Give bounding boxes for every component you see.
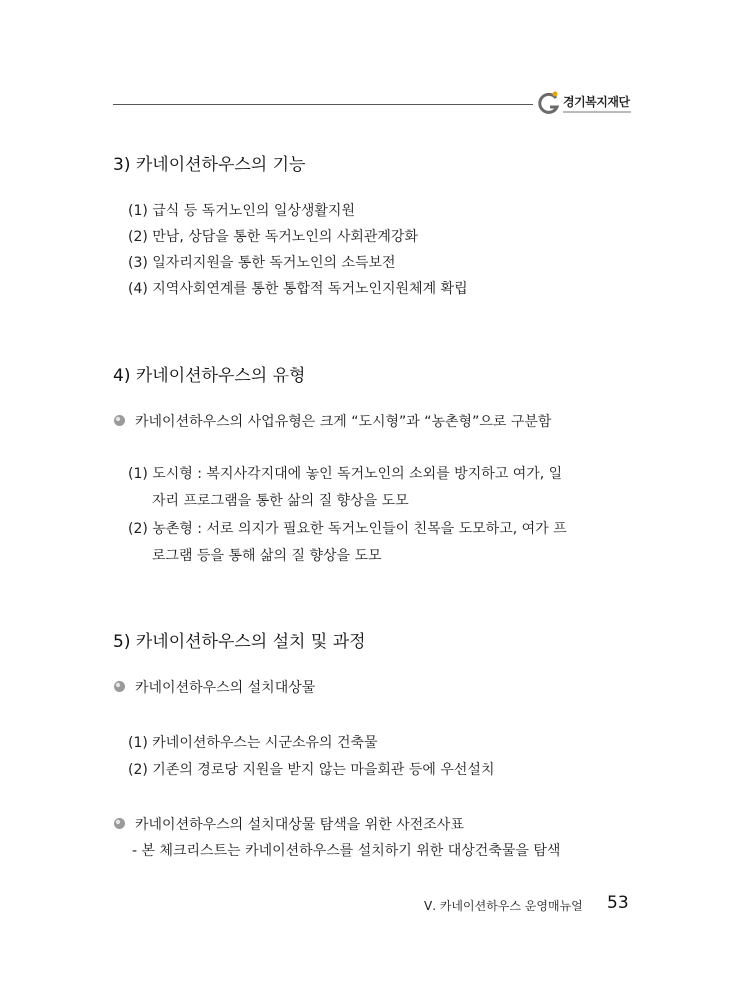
bullet-icon [113, 817, 126, 830]
section-4-item-1-cont: 자리 프로그램을 통한 삶의 질 향상을 도모 [152, 493, 409, 509]
section-5-bullet-2 [113, 814, 464, 834]
page-number: 53 [607, 893, 629, 913]
section-4-item-1: (1) 도시형 : 복지사각지대에 놓인 독거노인의 소외를 방지하고 여가, 일 [128, 466, 563, 482]
org-subtitle-mark [563, 110, 631, 114]
footer-chapter-title: Ⅴ. 카네이션하우스 운영매뉴얼 [424, 899, 583, 913]
bullet-icon [113, 414, 126, 427]
org-name: 경기복지재단 [563, 95, 630, 109]
section-3-item-3: (3) 일자리지원을 통한 독거노인의 소득보전 [128, 255, 396, 271]
section-4-bullet [113, 411, 551, 431]
section-3-item-2: (2) 만남, 상담을 통한 독거노인의 사회관계강화 [128, 229, 418, 245]
foundation-logo-icon [536, 90, 562, 116]
section-5-bullet-1 [113, 677, 315, 697]
section-3-item-4: (4) 지역사회연계를 통한 통합적 독거노인지원체계 확립 [128, 281, 468, 297]
section-5-dash-item: - 본 체크리스트는 카네이션하우스를 설치하기 위한 대상건축물을 탐색 [132, 843, 561, 859]
section-4-item-2: (2) 농촌형 : 서로 의지가 필요한 독거노인들이 친목을 도모하고, 여가 프 [128, 521, 567, 537]
section-5-bullet-1-text: 카네이션하우스의 설치대상물 [135, 680, 316, 696]
bullet-icon [113, 680, 126, 693]
header-rule [113, 104, 533, 105]
section-4-heading: 4) 카네이션하우스의 유형 [113, 366, 306, 386]
section-5-item-2: (2) 기존의 경로당 지원을 받지 않는 마을회관 등에 우선설치 [128, 762, 495, 778]
section-5-item-1: (1) 카네이션하우스는 시군소유의 건축물 [128, 735, 378, 751]
section-4-bullet-text: 카네이션하우스의 사업유형은 크게 “도시형”과 “농촌형”으로 구분함 [135, 414, 552, 430]
section-4-item-2-cont: 로그램 등을 통해 삶의 질 향상을 도모 [152, 548, 382, 564]
section-5-heading: 5) 카네이션하우스의 설치 및 과정 [113, 632, 366, 652]
section-3-heading: 3) 카네이션하우스의 기능 [113, 155, 306, 175]
section-5-bullet-2-text: 카네이션하우스의 설치대상물 탐색을 위한 사전조사표 [135, 817, 464, 833]
section-3-item-1: (1) 급식 등 독거노인의 일상생활지원 [128, 203, 355, 219]
